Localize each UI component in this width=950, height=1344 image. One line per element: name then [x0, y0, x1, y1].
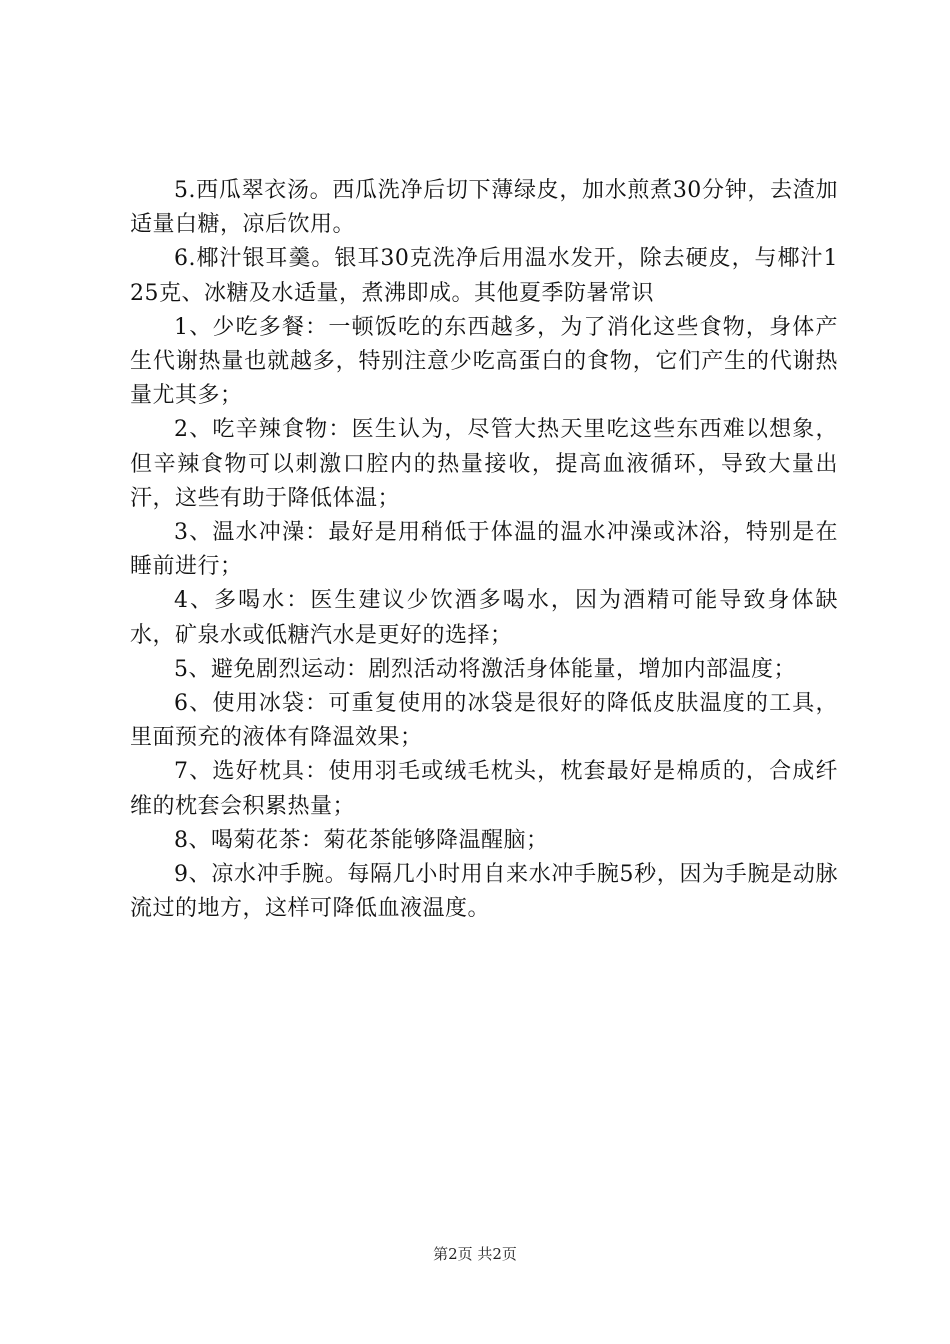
paragraph-tip-warm-shower: 3、温水冲澡：最好是用稍低于体温的温水冲澡或沐浴，特别是在睡前进行； — [130, 520, 838, 580]
document-body — [130, 174, 838, 926]
paragraph-tip-pillow: 7、选好枕具：使用羽毛或绒毛枕头，枕套最好是棉质的，合成纤维的枕套会积累热量； — [130, 759, 838, 819]
paragraph-tip-spicy-food: 2、吃辛辣食物：医生认为，尽管大热天里吃这些东西难以想象，但辛辣食物可以刺激口腔内的热量接收，提高血液循环，导致大量出汗，这些有助于降低体温； — [130, 417, 838, 511]
paragraph-watermelon-soup: 5.西瓜翠衣汤。西瓜洗净后切下薄绿皮，加水煎煮30分钟，去渣加适量白糖，凉后饮用。 — [130, 178, 838, 238]
paragraph-coconut-tremella: 6.椰汁银耳羹。银耳30克洗净后用温水发开，除去硬皮，与椰汁125克、冰糖及水适量，煮沸即成。其他夏季防暑常识 — [130, 246, 838, 306]
paragraph-tip-cool-wrist: 9、凉水冲手腕。每隔几小时用自来水冲手腕5秒，因为手腕是动脉流过的地方，这样可降低血液温度。 — [130, 862, 838, 922]
paragraph-tip-chrysanthemum-tea: 8、喝菊花茶：菊花茶能够降温醒脑； — [174, 827, 549, 853]
paragraph-tip-ice-pack: 6、使用冰袋：可重复使用的冰袋是很好的降低皮肤温度的工具，里面预充的液体有降温效果； — [130, 691, 838, 751]
paragraph-tip-small-meals: 1、少吃多餐：一顿饭吃的东西越多，为了消化这些食物，身体产生代谢热量也就越多，特别注意少吃高蛋白的食物，它们产生的代谢热量尤其多； — [130, 314, 838, 409]
paragraph-tip-avoid-exercise: 5、避免剧烈运动：剧烈活动将激活身体能量，增加内部温度； — [174, 656, 796, 682]
paragraph-tip-drink-water: 4、多喝水：医生建议少饮酒多喝水，因为酒精可能导致身体缺水，矿泉水或低糖汽水是更好的选择； — [130, 588, 838, 648]
page-number-footer: 第2页 共2页 — [433, 1245, 517, 1263]
